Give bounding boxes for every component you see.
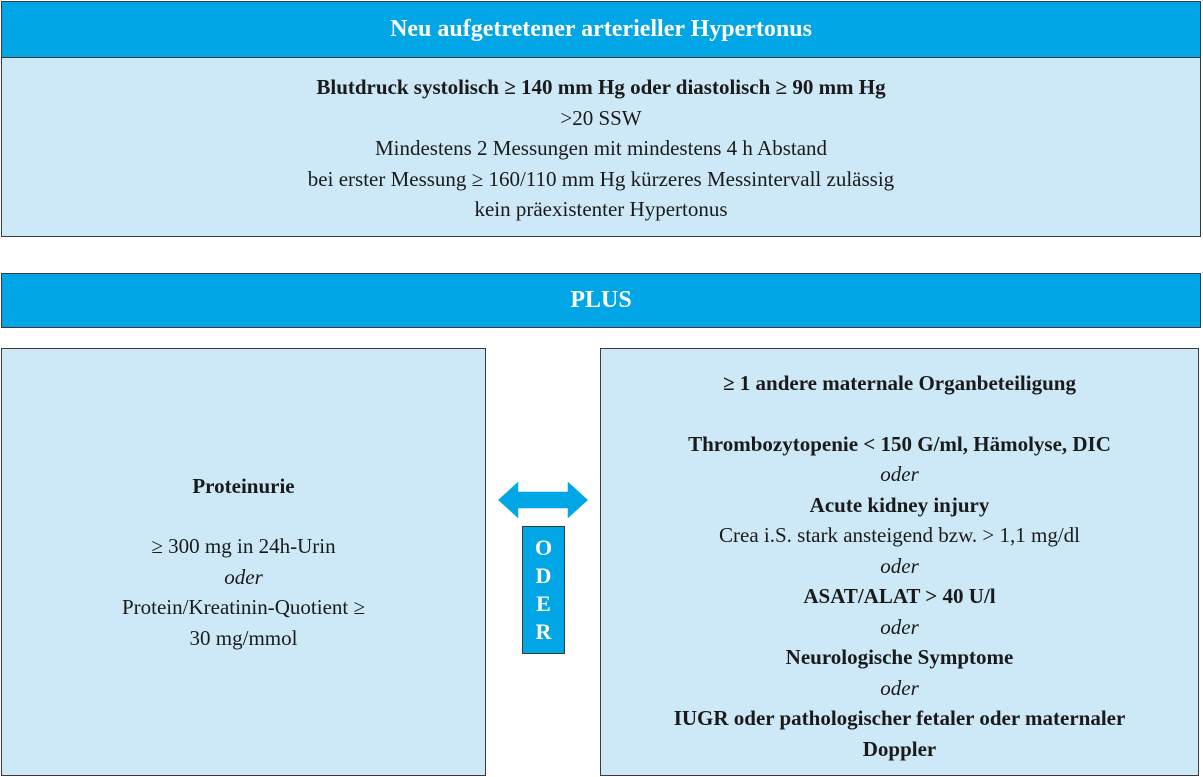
criteria-line-ssw: >20 SSW — [560, 105, 642, 130]
criteria-line-first-measurement: bei erster Messung ≥ 160/110 mm Hg kürzeres Messintervall zulässig — [307, 166, 895, 191]
organ-involvement-panel — [600, 348, 1199, 776]
oder-letter: E — [536, 591, 551, 616]
oder-connector — [522, 526, 565, 654]
criteria-line-no-preexisting: kein präexistenter Hypertonus — [474, 197, 728, 221]
criteria-line-measurements: Mindestens 2 Messungen mit mindestens 4 h Abstand — [374, 136, 828, 160]
oder-letter: O — [534, 535, 553, 560]
organ-item-neuro: Neurologische Symptome — [785, 645, 1014, 669]
proteinuria-or: oder — [224, 564, 263, 589]
organ-or: oder — [880, 462, 919, 486]
organ-item-kidney: Acute kidney injury — [809, 492, 990, 517]
organ-or: oder — [880, 614, 919, 639]
proteinuria-panel — [1, 348, 486, 776]
proteinuria-criterion-24h: ≥ 300 mg in 24h-Urin — [151, 534, 336, 559]
organ-or: oder — [880, 675, 919, 700]
proteinuria-criterion-ratio: Protein/Kreatinin-Quotient ≥ — [121, 595, 366, 620]
title-text: Neu aufgetretener arterieller Hypertonus — [390, 16, 812, 42]
plus-header — [1, 273, 1201, 328]
organ-title: ≥ 1 andere maternale Organbeteiligung — [723, 371, 1076, 395]
organ-item-liver: ASAT/ALAT > 40 U/l — [803, 584, 996, 608]
organ-item-iugr: IUGR oder pathologischer fetaler oder maternaler — [673, 706, 1126, 730]
plus-text: PLUS — [570, 287, 632, 313]
title-header — [1, 1, 1201, 58]
organ-or: oder — [880, 553, 919, 578]
criteria-line-bp: Blutdruck systolisch ≥ 140 mm Hg oder diastolisch ≥ 90 mm Hg — [316, 75, 886, 99]
oder-letter: D — [535, 563, 552, 588]
organ-item-thrombocytopenia: Thrombozytopenie < 150 G/ml, Hämolyse, DIC — [688, 431, 1111, 456]
proteinuria-criterion-ratio-value: 30 mg/mmol — [189, 625, 298, 650]
organ-item-kidney-detail: Crea i.S. stark ansteigend bzw. > 1,1 mg/dl — [719, 523, 1080, 547]
criteria-panel — [1, 57, 1201, 237]
proteinuria-title: Proteinurie — [192, 473, 295, 498]
double-arrow-icon — [495, 476, 591, 524]
oder-letter: R — [535, 619, 552, 644]
organ-item-iugr-cont: Doppler — [862, 736, 937, 761]
